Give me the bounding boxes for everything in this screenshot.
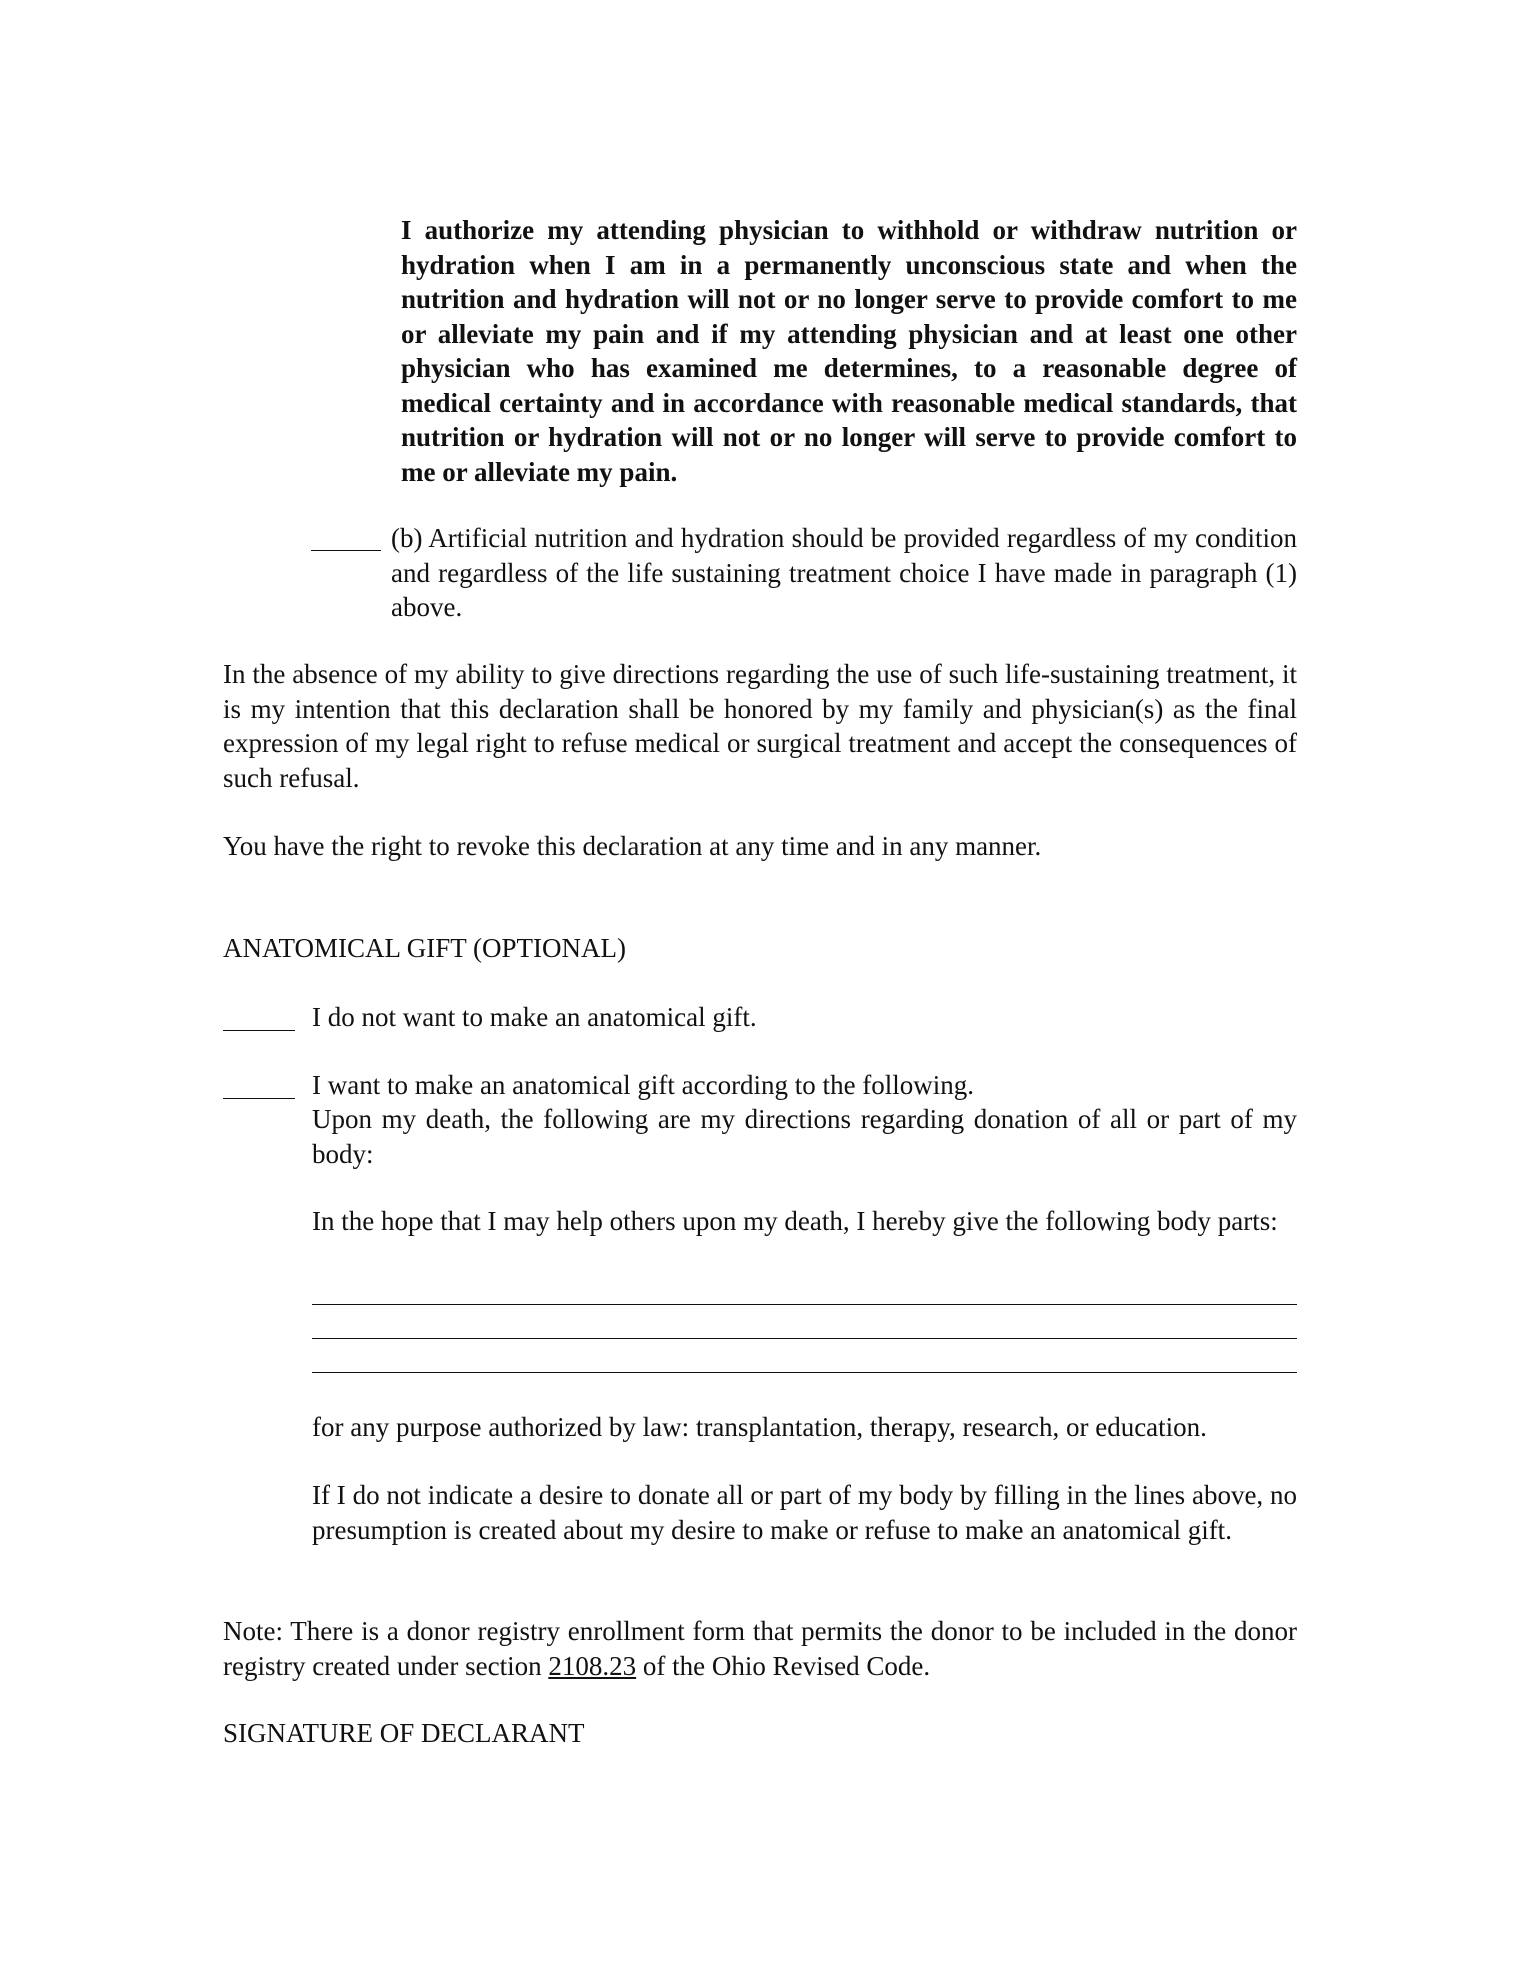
hope-paragraph: In the hope that I may help others upon my death, I hereby give the following body parts: [312, 1206, 1278, 1236]
option-b-text: (b) Artificial nutrition and hydration should be provided regardless of my condition and regardless of the life sustaining treatment choice I have made in paragraph (1) above. [391, 523, 1297, 622]
note-suffix: of the Ohio Revised Code. [636, 1650, 931, 1681]
signature-heading: SIGNATURE OF DECLARANT [223, 1718, 585, 1748]
gift-option-yes-blank[interactable] [223, 1098, 295, 1099]
absence-paragraph: In the absence of my ability to give directions regarding the use of such life-sustaining treatment, it is my intention that this declaration shall be honored by my family and physician(s) as the final expression of my legal right to refuse medical or surgical treatment and accept the consequences of such refusal. [223, 659, 1297, 793]
body-parts-line-3[interactable] [312, 1372, 1297, 1373]
note-prefix: Note: There is a donor registry enrollment form that permits the donor to be included in the donor registry created under section [223, 1616, 1297, 1681]
purpose-line: for any purpose authorized by law: transplantation, therapy, research, or education. [312, 1412, 1207, 1442]
ohio-revised-code-link[interactable]: 2108.23 [548, 1650, 637, 1681]
gift-directions-text: Upon my death, the following are my directions regarding donation of all or part of my body: [312, 1104, 1297, 1169]
gift-option-no-label: I do not want to make an anatomical gift. [312, 1002, 757, 1032]
body-parts-line-2[interactable] [312, 1338, 1297, 1339]
anatomical-gift-heading: ANATOMICAL GIFT (OPTIONAL) [223, 933, 626, 963]
body-parts-line-1[interactable] [312, 1304, 1297, 1305]
option-b-blank[interactable] [311, 550, 381, 551]
nutrition-withhold-paragraph: I authorize my attending physician to withhold or withdraw nutrition or hydration when I am in a permanently unconscious state and when the nutrition and hydration will not or no longer serve to provide comfort to me or alleviate my pain and if my attending physician and at least one other physician who has examined me determines, to a reasonable degree of medical certainty and in accordance with reasonable medical standards, that nutrition or hydration will not or no longer will serve to provide comfort to me or alleviate my pain. [401, 215, 1297, 487]
no-presumption-paragraph: If I do not indicate a desire to donate all or part of my body by filling in the lines above, no presumption is created about my desire to make or refuse to make an anatomical gift. [312, 1480, 1297, 1545]
donor-registry-note [223, 1614, 1297, 1683]
gift-option-yes-label: I want to make an anatomical gift according to the following. [312, 1070, 975, 1100]
gift-option-no-blank[interactable] [223, 1030, 295, 1031]
revoke-paragraph: You have the right to revoke this declaration at any time and in any manner. [223, 831, 1042, 861]
